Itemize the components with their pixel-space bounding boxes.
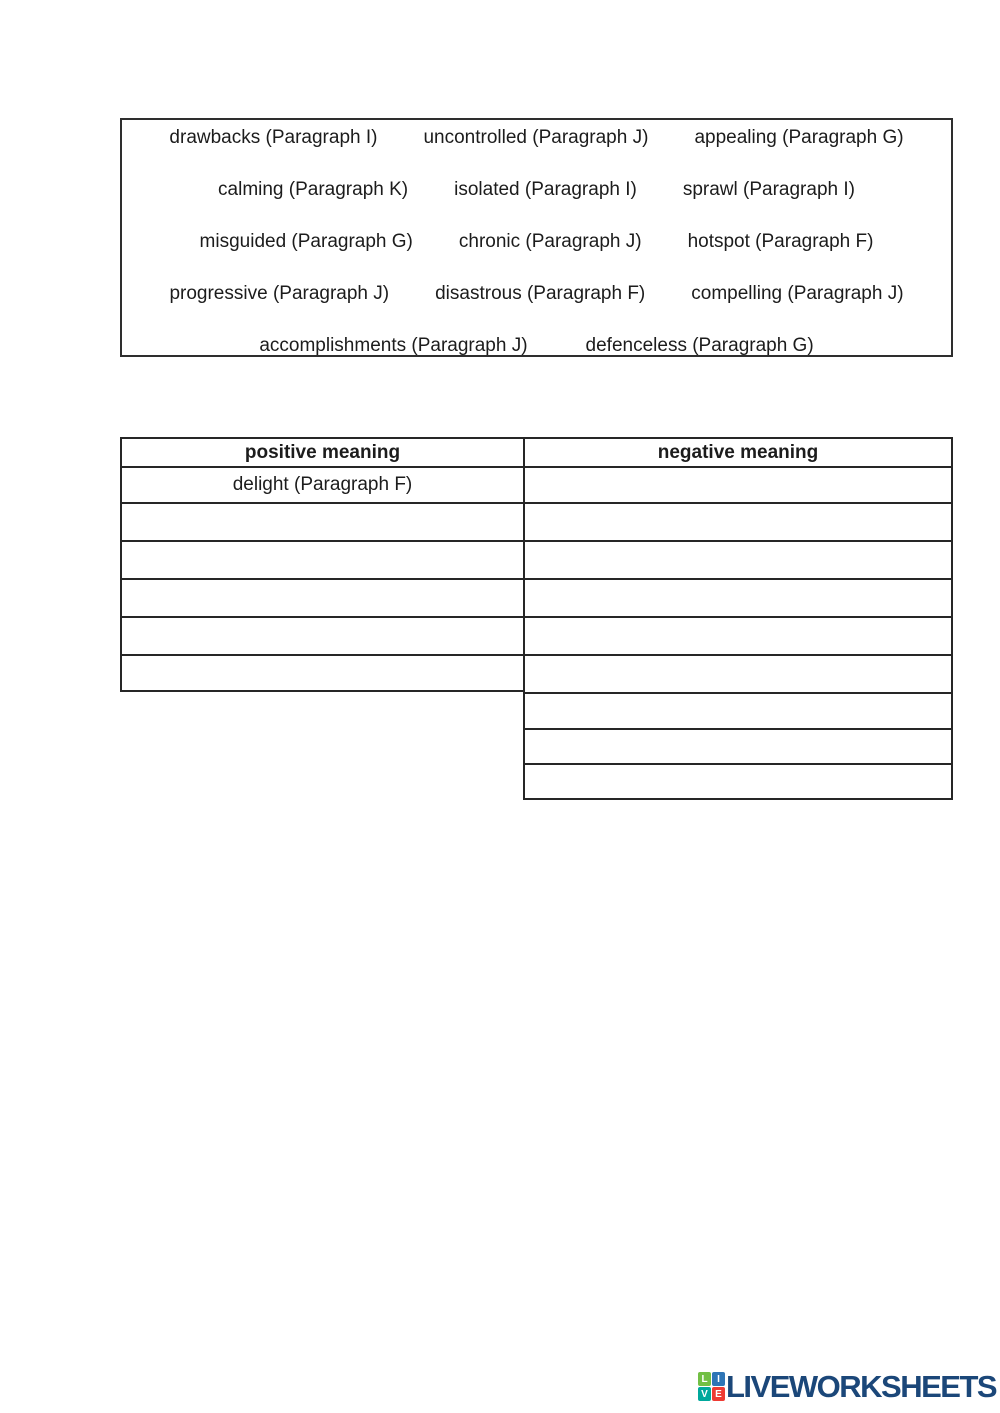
positive-meaning-header: positive meaning — [244, 441, 401, 463]
negative-meaning-column — [523, 437, 953, 800]
positive-answer-cell-4[interactable] — [122, 578, 523, 616]
word-bank-row — [122, 177, 951, 203]
word-bank-item: drawbacks (Paragraph I) — [169, 127, 378, 148]
liveworksheets-logo-icon — [698, 1372, 725, 1401]
word-bank-item: progressive (Paragraph J) — [169, 283, 390, 304]
positive-answer-cell-2[interactable] — [122, 502, 523, 540]
word-bank-item: compelling (Paragraph J) — [691, 283, 904, 304]
negative-answer-cell-6[interactable] — [525, 654, 951, 692]
word-bank-item: disastrous (Paragraph F) — [435, 283, 646, 304]
positive-answer-cell-6[interactable] — [122, 654, 523, 690]
word-bank-item: uncontrolled (Paragraph J) — [423, 127, 649, 148]
meaning-table — [120, 437, 953, 800]
word-bank-row — [122, 333, 951, 359]
logo-tile-v: V — [698, 1387, 711, 1401]
logo-tile-i: I — [712, 1372, 725, 1386]
negative-answer-cell-4[interactable] — [525, 578, 951, 616]
negative-answer-cell-1[interactable] — [525, 466, 951, 502]
positive-meaning-column — [120, 437, 525, 692]
word-bank-item: appealing (Paragraph G) — [694, 127, 904, 148]
liveworksheets-logo — [698, 1371, 996, 1402]
word-bank-item: hotspot (Paragraph F) — [687, 231, 874, 252]
word-bank-item: defenceless (Paragraph G) — [585, 335, 814, 356]
negative-answer-cell-5[interactable] — [525, 616, 951, 654]
word-bank-row — [122, 125, 951, 151]
word-bank-item: isolated (Paragraph I) — [454, 179, 637, 200]
negative-answer-cell-8[interactable] — [525, 728, 951, 763]
positive-answer-cell-5[interactable] — [122, 616, 523, 654]
word-bank-item: chronic (Paragraph J) — [458, 231, 642, 252]
negative-answer-cell-2[interactable] — [525, 502, 951, 540]
positive-answer-cell-1: delight (Paragraph F) — [122, 466, 523, 502]
negative-meaning-header: negative meaning — [657, 441, 819, 463]
word-bank-row — [122, 281, 951, 307]
positive-answer-cell-3[interactable] — [122, 540, 523, 578]
liveworksheets-logo-text: LIVEWORKSHEETS — [726, 1369, 997, 1404]
word-bank-item: accomplishments (Paragraph J) — [259, 335, 528, 356]
word-bank-box — [120, 118, 953, 357]
logo-tile-e: E — [712, 1387, 725, 1401]
word-bank-item: calming (Paragraph K) — [218, 179, 409, 200]
word-bank-item: sprawl (Paragraph I) — [682, 179, 855, 200]
word-bank-item: misguided (Paragraph G) — [199, 231, 413, 252]
negative-answer-cell-9[interactable] — [525, 763, 951, 798]
word-bank-row — [122, 229, 951, 255]
negative-answer-cell-3[interactable] — [525, 540, 951, 578]
logo-tile-l: L — [698, 1372, 711, 1386]
negative-answer-cell-7[interactable] — [525, 692, 951, 728]
